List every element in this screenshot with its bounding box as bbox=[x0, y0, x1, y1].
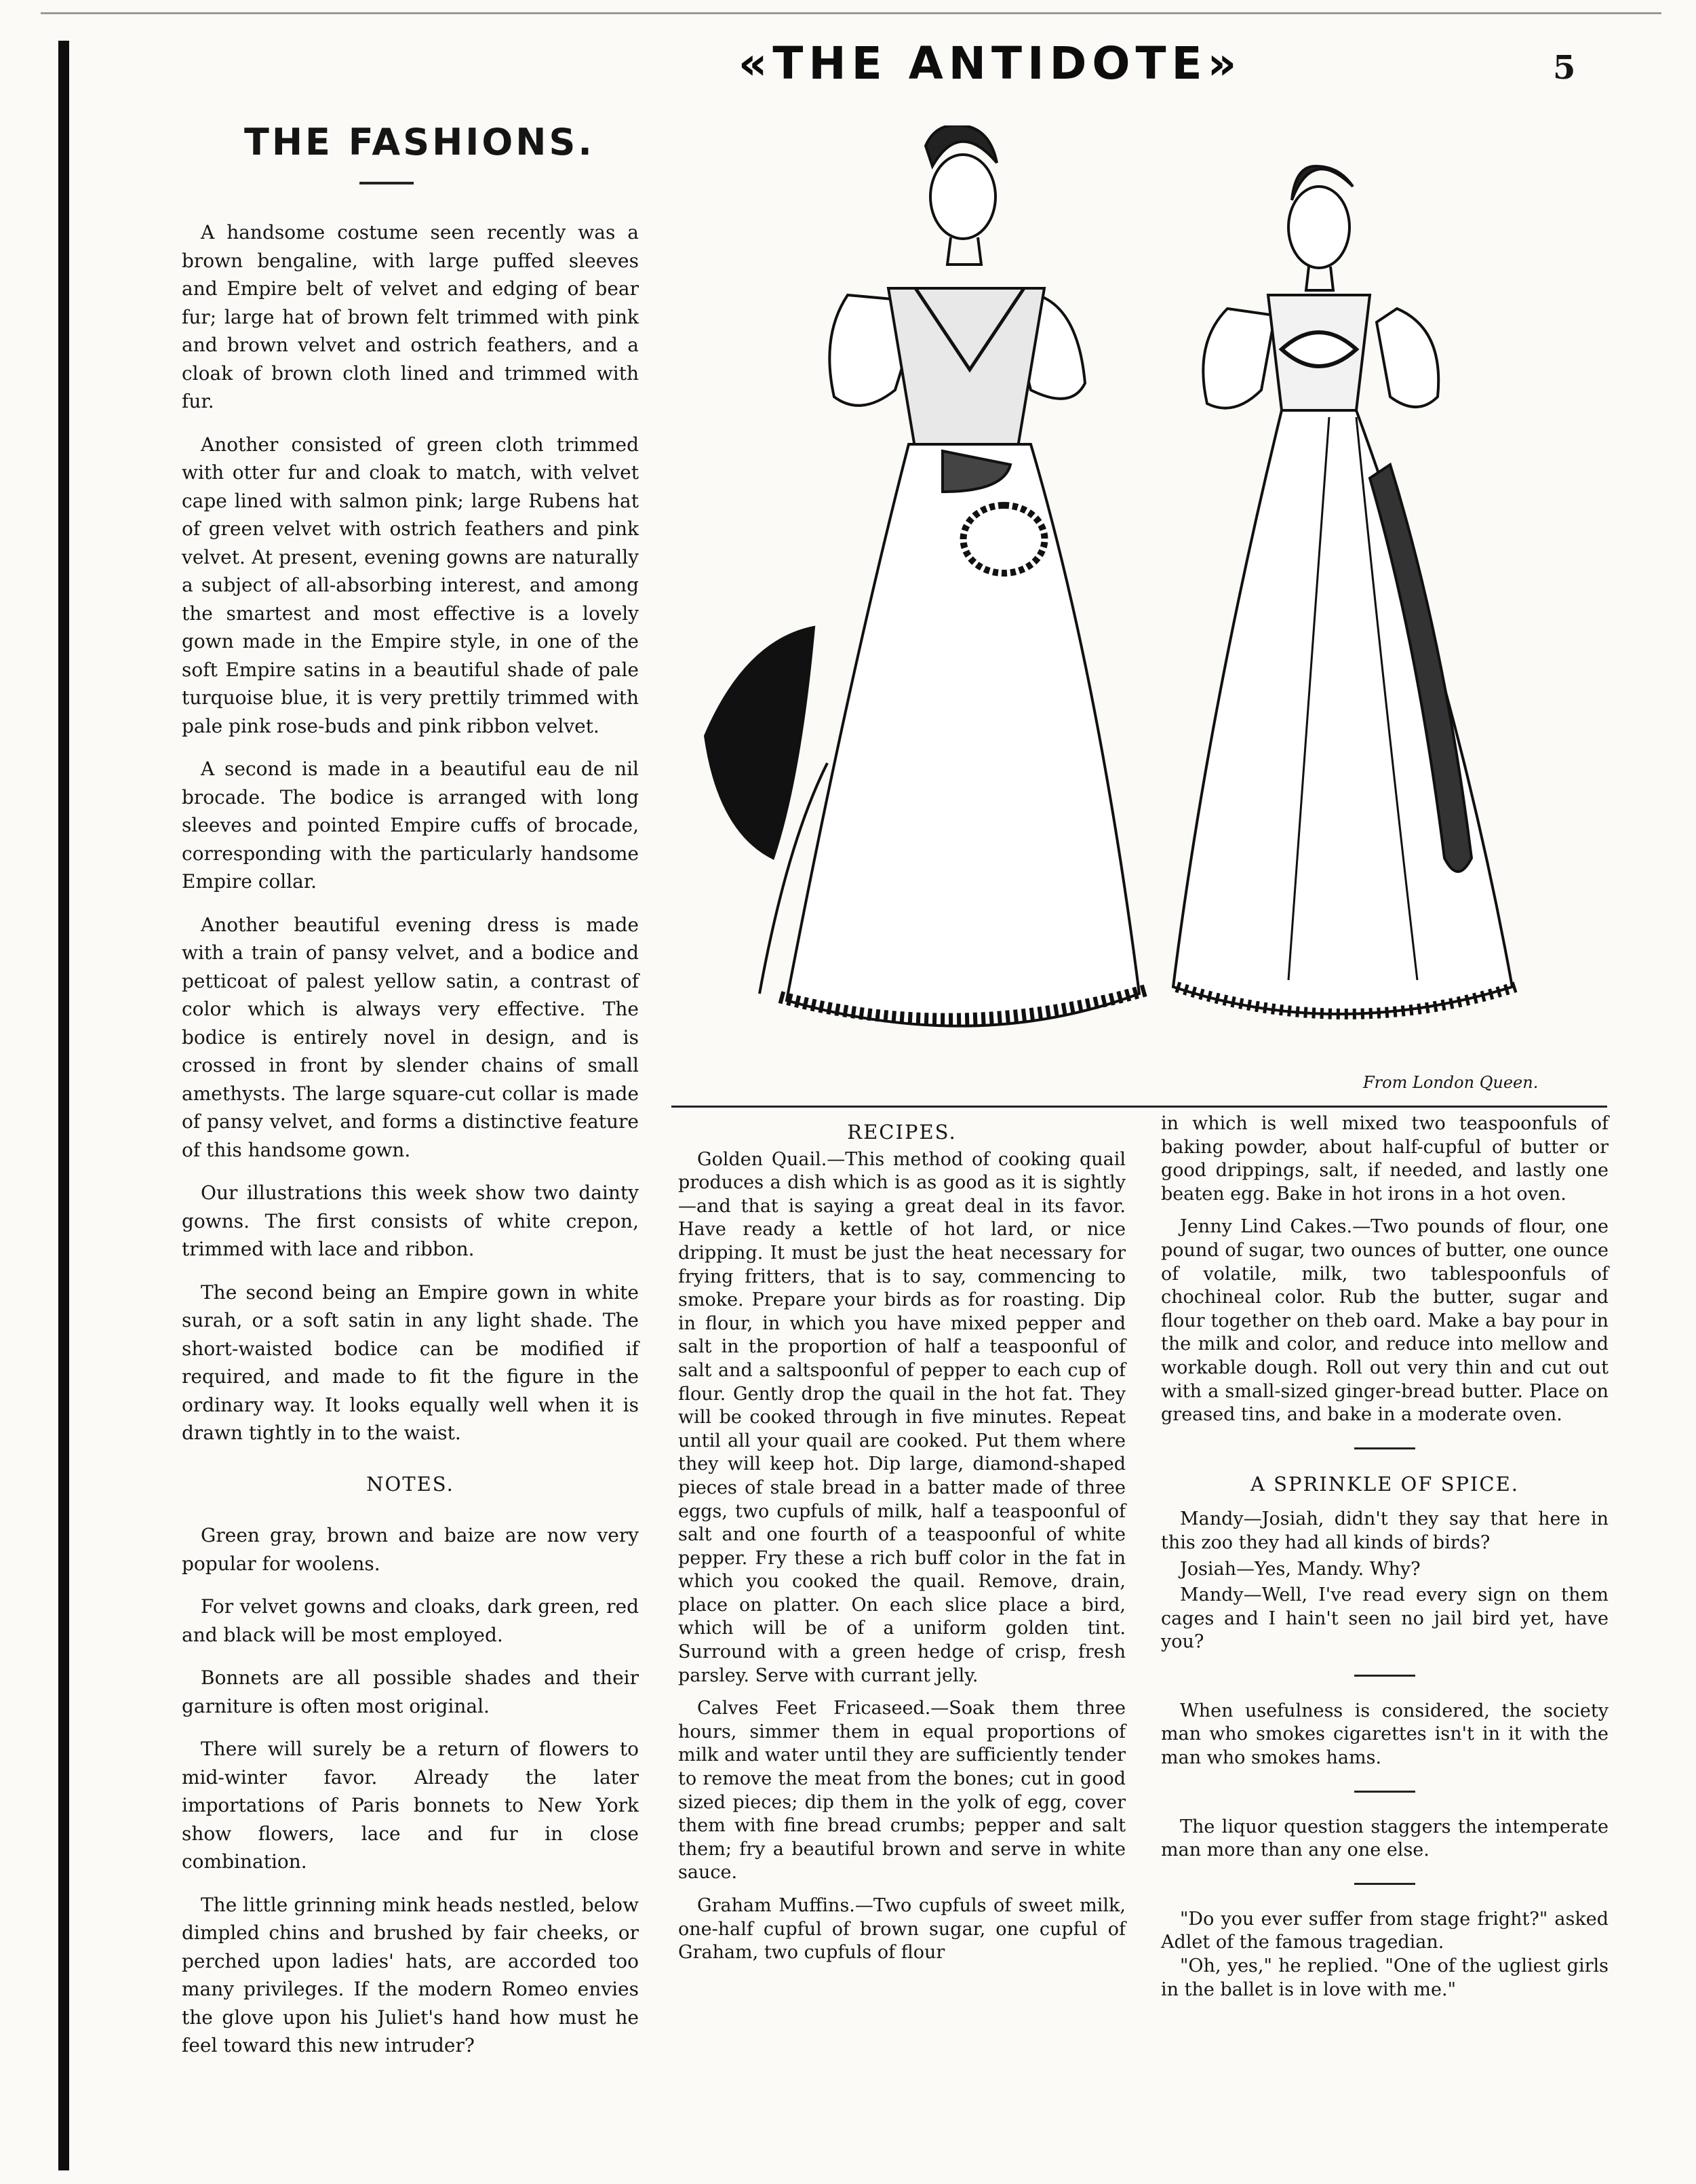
fashions-paragraph: Another beautiful evening dress is made with a train of pansy velvet, and a bodice and petticoat of palest yellow satin, a contrast of color which is always very effective. The bodice is entirely novel in design, and is crossed in front by slender chains of small amethysts. The large square-cut collar is made of pansy velvet, and forms a distinctive feature of this handsome gown. bbox=[182, 913, 639, 1161]
masthead: «THE ANTIDOTE» bbox=[738, 37, 1242, 90]
fashion-illustration bbox=[685, 125, 1594, 1061]
recipe-paragraph: in which is well mixed two teaspoonfuls of baking powder, about half-cupful of butter or good drippings, salt, if needed, and lastly one beaten egg. Bake in hot irons in a hot oven. bbox=[1161, 1113, 1609, 1205]
fashions-column bbox=[182, 218, 639, 2075]
fashions-paragraph: A handsome costume seen recently was a brown bengaline, with large puffed sleeves and Empire belt of velvet and edging of bear fur; large hat of brown felt trimmed with pink and brown velvet and ostrich feathers, and a cloak of brown cloth lined and trimmed with fur. bbox=[182, 221, 639, 412]
recipe-paragraph: Calves Feet Fricaseed.—Soak them three hours, simmer them in equal proportions of milk and water until they are sufficiently tender to remove the meat from the bones; cut in good sized pieces; dip them in the yolk of egg, cover them with fine bread crumbs; pepper and salt them; fry a beautiful brown and serve in white sauce. bbox=[678, 1698, 1126, 1884]
spice-dialogue-line: Mandy—Well, I've read every sign on them cages and I hain't seen no jail bird yet, have you? bbox=[1161, 1584, 1609, 1653]
spice-joke-line: "Do you ever suffer from stage fright?" asked Adlet of the famous tragedian. bbox=[1161, 1908, 1609, 1953]
recipes-title: RECIPES. bbox=[847, 1120, 957, 1144]
spice-joke: When usefulness is considered, the society man who smokes cigarettes isn't in it with the man who smokes hams. bbox=[1161, 1700, 1609, 1769]
recipes-column-1 bbox=[678, 1112, 1126, 1974]
separator-rule bbox=[1354, 1447, 1415, 1449]
spice-dialogue-line: Mandy—Josiah, didn't they say that here in this zoo they had all kinds of birds? bbox=[1161, 1508, 1609, 1553]
separator-rule bbox=[1354, 1883, 1415, 1885]
fashions-paragraph: A second is made in a beautiful eau de nil brocade. The bodice is arranged with long sleeves and pointed Empire cuffs of brocade, corresponding with the particularly handsome Empire collar. bbox=[182, 758, 639, 893]
recipe-paragraph: Golden Quail.—This method of cooking quail produces a dish which is as good as it is sightly—and that is saying a great deal in its favor. Have ready a kettle of hot lard, or nice dripping. It must be just the heat necessary for frying fritters, that is to say, commencing to smoke. Prepare your birds as for roasting. Dip in flour, in which you have mixed pepper and salt in the proportion of half a teaspoonful of salt and a saltspoonful of pepper to each cup of flour. Gently drop the quail in the hot fat. They will be cooked through in five minutes. Repeat until all your quail are cooked. Put them where they will keep hot. Dip large, diamond-shaped pieces of stale bread in a batter made of three eggs, two cupfuls of milk, half a teaspoonful of salt and one fourth of a teaspoonful of white pepper. Fry these a rich buff color in the fat in which you cooked the quail. Remove, drain, place on platter. On each slice place a bird, which will be of a uniform golden tint. Surround with a green hedge of crisp, fresh parsley. Serve with currant jelly. bbox=[678, 1148, 1126, 1686]
notes-paragraph: Bonnets are all possible shades and their garniture is often most original. bbox=[182, 1666, 639, 1717]
illustration-caption: From London Queen. bbox=[1363, 1073, 1539, 1092]
gown-figure-right bbox=[1173, 166, 1516, 1014]
recipe-paragraph: Graham Muffins.—Two cupfuls of sweet milk, one-half cupful of brown sugar, one cupful of Graham, two cupfuls of flour bbox=[678, 1895, 1126, 1964]
notes-paragraph: Green gray, brown and baize are now very popular for woolens. bbox=[182, 1524, 639, 1575]
fashions-title: THE FASHIONS. bbox=[244, 121, 595, 163]
fashions-paragraph: Another consisted of green cloth trimmed with otter fur and cloak to match, with velvet cape lined with salmon pink; large Rubens hat of green velvet with ostrich feathers and pink velvet. At present, evening gowns are naturally a subject of all-absorbing interest, and among the smartest and most effective is a lovely gown made in the Empire style, in one of the soft Empire satins in a beautiful shade of pale turquoise blue, it is very prettily trimmed with pale pink rose-buds and pink ribbon velvet. bbox=[182, 433, 639, 737]
spice-title: A SPRINKLE OF SPICE. bbox=[1250, 1472, 1520, 1496]
section-divider bbox=[671, 1106, 1607, 1108]
fashions-paragraph: Our illustrations this week show two dainty gowns. The first consists of white crepon, trimmed with lace and ribbon. bbox=[182, 1182, 639, 1260]
page-binding-edge bbox=[58, 41, 69, 2170]
fashions-paragraph: The second being an Empire gown in white surah, or a soft satin in any light shade. The short-waisted bodice can be modified if required, and made to fit the figure in the ordinary way. It looks equally well when it is drawn tightly in to the waist. bbox=[182, 1281, 639, 1444]
separator-rule bbox=[1354, 1791, 1415, 1793]
title-rule bbox=[359, 182, 414, 184]
top-edge-line bbox=[41, 12, 1661, 14]
spice-joke-line: "Oh, yes," he replied. "One of the ugliest girls in the ballet is in love with me." bbox=[1161, 1955, 1609, 2000]
spice-dialogue-line: Josiah—Yes, Mandy. Why? bbox=[1180, 1558, 1421, 1580]
page-number: 5 bbox=[1553, 49, 1576, 87]
gown-figure-left bbox=[705, 125, 1146, 1026]
recipe-paragraph: Jenny Lind Cakes.—Two pounds of flour, one pound of sugar, two ounces of butter, one ounce of volatile, milk, two tablespoonfuls of chochineal color. Rub the butter, sugar and flour together on theb oard. Make a bay pour in the milk and color, and reduce into mellow and workable dough. Roll out very thin and cut out with a small-sized ginger-bread butter. Place on greased tins, and bake in a moderate oven. bbox=[1161, 1216, 1609, 1426]
notes-paragraph: The little grinning mink heads nestled, below dimpled chins and brushed by fair cheeks, or perched upon ladies' hats, are accorded too many privileges. If the modern Romeo envies the glove upon his Juliet's hand how must he feel toward this new intruder? bbox=[182, 1893, 639, 2056]
spice-joke: The liquor question staggers the intemperate man more than any one else. bbox=[1161, 1816, 1609, 1861]
separator-rule bbox=[1354, 1675, 1415, 1677]
notes-title: NOTES. bbox=[366, 1472, 454, 1496]
notes-paragraph: There will surely be a return of flowers to mid-winter favor. Already the later importations of Paris bonnets to New York show flowers, lace and fur in close combination. bbox=[182, 1738, 639, 1873]
notes-paragraph: For velvet gowns and cloaks, dark green, red and black will be most employed. bbox=[182, 1595, 639, 1646]
recipes-column-2 bbox=[1161, 1112, 1609, 2002]
